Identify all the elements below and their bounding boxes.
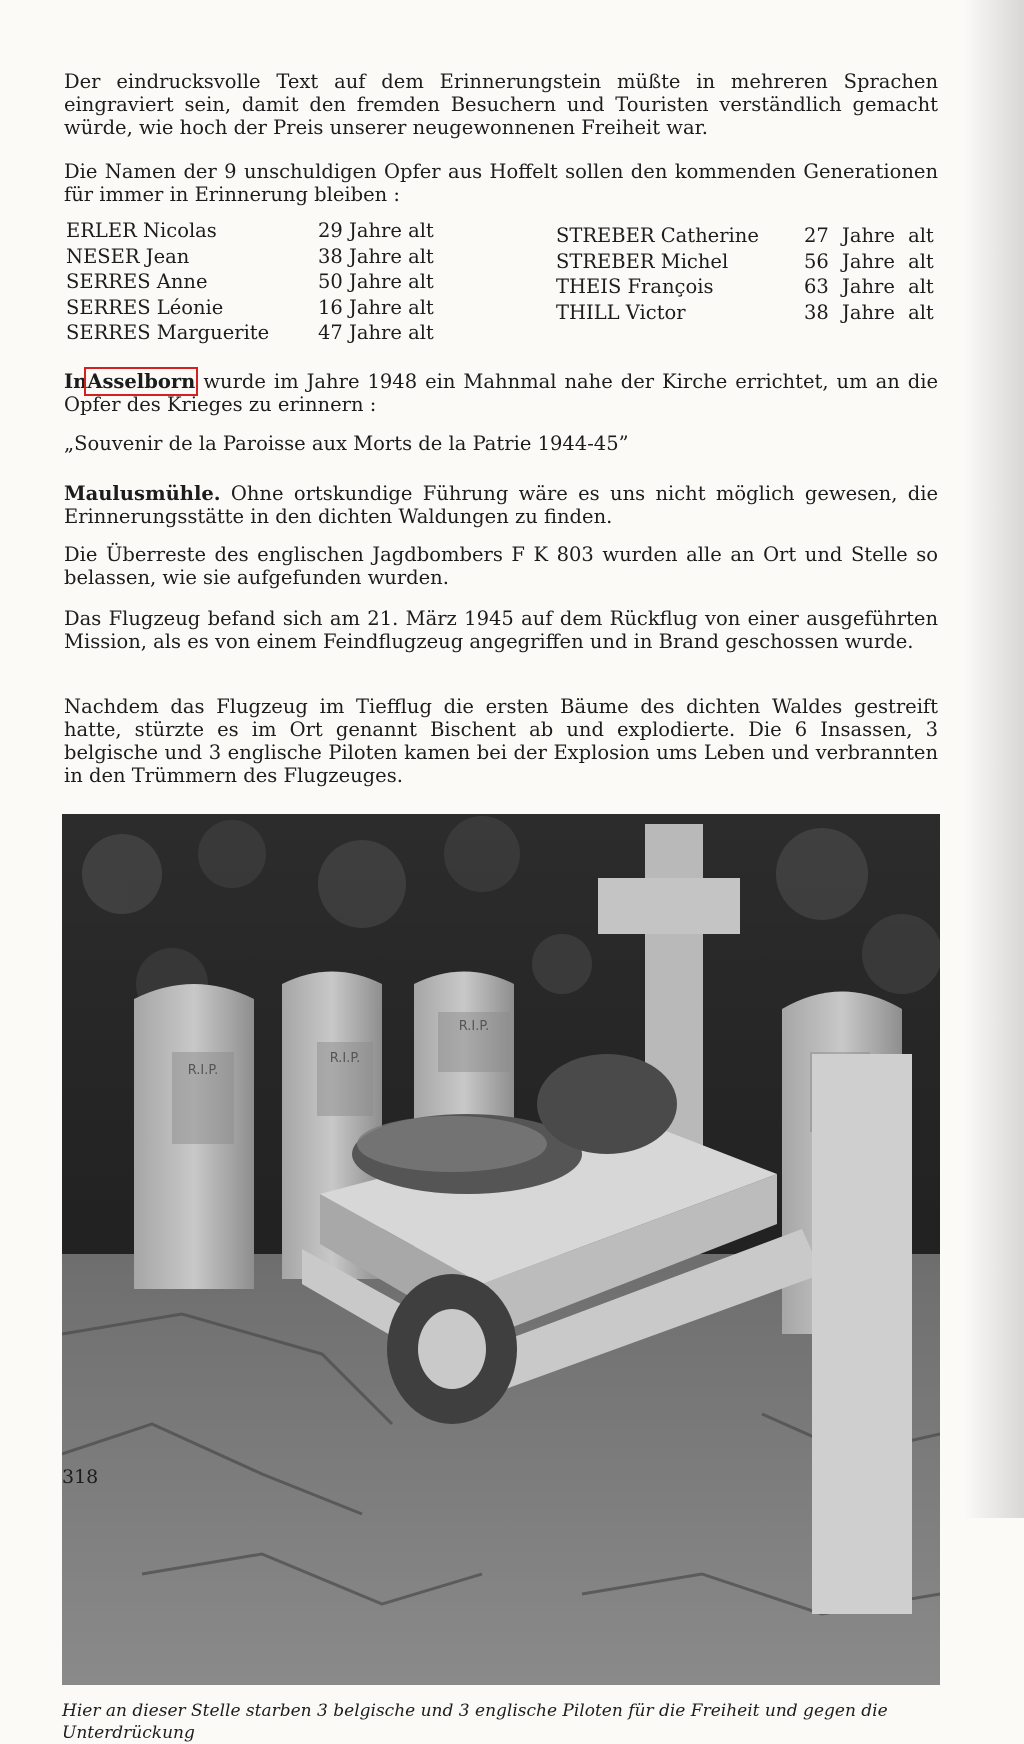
victim-age: 47 Jahre alt xyxy=(318,321,434,344)
victim-age: 38 Jahre alt xyxy=(318,244,434,268)
victim-name: SERRES Marguerite xyxy=(66,321,270,344)
paragraph-text: wurde im Jahre 1948 ein Mahnmal nahe der Kirche errichtet, um an die Opfer des Krieges zu erinnern : xyxy=(64,370,939,416)
victim-age: 16 Jahre alt xyxy=(318,295,434,319)
victim-name: STREBER Michel xyxy=(556,249,729,273)
victim-name: STREBER Catherine xyxy=(556,224,759,247)
victim-row xyxy=(66,295,434,321)
victim-age: 56 Jahre alt xyxy=(804,249,934,273)
victim-age: 38 Jahre alt xyxy=(804,300,934,324)
paragraph-text: Die Namen der 9 unschuldigen Opfer aus Hoffelt sollen den kommenden Generationen für immer in Erinnerung bleiben : xyxy=(64,160,938,206)
stone-pillar xyxy=(812,1054,912,1614)
paragraph-remains xyxy=(64,543,938,589)
page-edge-shadow xyxy=(964,0,1024,1518)
victim-row xyxy=(66,218,434,244)
victim-name: SERRES Anne xyxy=(66,270,208,293)
victim-row xyxy=(66,244,434,270)
victim-name: THEIS François xyxy=(556,275,714,298)
paragraph-text: Ohne ortskundige Führung wäre es uns nicht möglich gewesen, die Erinnerungsstätte in den dichten Waldungen zu finden. xyxy=(64,482,939,528)
victim-row xyxy=(556,249,934,275)
victim-name: THILL Victor xyxy=(556,300,686,324)
headstone-inscription: R.I.P. xyxy=(458,1019,490,1034)
memorial-photo xyxy=(62,814,940,1685)
paragraph-names-intro xyxy=(64,160,938,206)
headstone-1 xyxy=(134,984,254,1289)
victim-name: SERRES Léonie xyxy=(66,295,224,319)
photo-caption: Hier an dieser Stelle starben 3 belgische und 3 englische Piloten für die Freiheit und gegen die Unterdrückung xyxy=(62,1701,888,1743)
paragraph-text: Die Überreste des englischen Jagdbombers F K 803 wurden alle an Ort und Stelle so belassen, wie sie aufgefunden wurden. xyxy=(64,543,938,589)
victims-list-right xyxy=(556,223,934,325)
asselborn-highlight: Asselborn xyxy=(87,370,196,393)
victim-row xyxy=(66,269,434,295)
paragraph-text: Der eindrucksvolle Text auf dem Erinnerungstein müßte in mehreren Sprachen eingraviert sein, damit den fremden Besuchern und Touristen verständlich gemacht würde, wie hoch der Preis unserer neugewonnenen Freiheit war. xyxy=(64,70,938,139)
paragraph-asselborn xyxy=(64,370,938,416)
victims-list-left xyxy=(66,218,434,346)
lead-word: In xyxy=(64,370,88,393)
victim-row xyxy=(66,320,434,346)
victim-name: NESER Jean xyxy=(66,244,190,268)
victim-age: 63 Jahre alt xyxy=(804,275,934,298)
paragraph-memorial-text xyxy=(64,70,938,139)
section-heading: Maulusmühle. xyxy=(64,482,221,505)
quote-souvenir xyxy=(64,432,938,455)
victim-age: 27 Jahre alt xyxy=(804,224,934,247)
page-number: 318 xyxy=(62,1466,99,1488)
headstone-inscription: R.I.P. xyxy=(329,1051,361,1066)
paragraph-text: Das Flugzeug befand sich am 21. März 1945 auf dem Rückflug von einer ausgeführten Mission, als es von einem Feindflugzeug angegriffen und in Brand geschossen wurde. xyxy=(64,607,938,653)
quote-text: „Souvenir de la Paroisse aux Morts de la Patrie 1944-45” xyxy=(64,432,629,455)
paragraph-text: Nachdem das Flugzeug im Tiefflug die ersten Bäume des dichten Waldes gestreift hatte, stürzte es im Ort genannt Bischent ab und explodierte. Die 6 Insassen, 3 belgische und 3 englische Piloten kamen bei der Explosion ums Leben und verbrannten in den Trümmern des Flugzeuges. xyxy=(64,695,938,787)
victim-row xyxy=(556,300,934,326)
victim-row xyxy=(556,223,934,249)
paragraph-mission xyxy=(64,607,938,653)
victim-age: 29 Jahre alt xyxy=(318,219,434,242)
paragraph-maulusmuehle xyxy=(64,482,938,528)
paragraph-crash xyxy=(64,695,938,787)
victim-age: 50 Jahre alt xyxy=(318,270,434,293)
victim-row xyxy=(556,274,934,300)
victim-name: ERLER Nicolas xyxy=(66,219,217,242)
headstone-inscription: R.I.P. xyxy=(187,1063,219,1078)
